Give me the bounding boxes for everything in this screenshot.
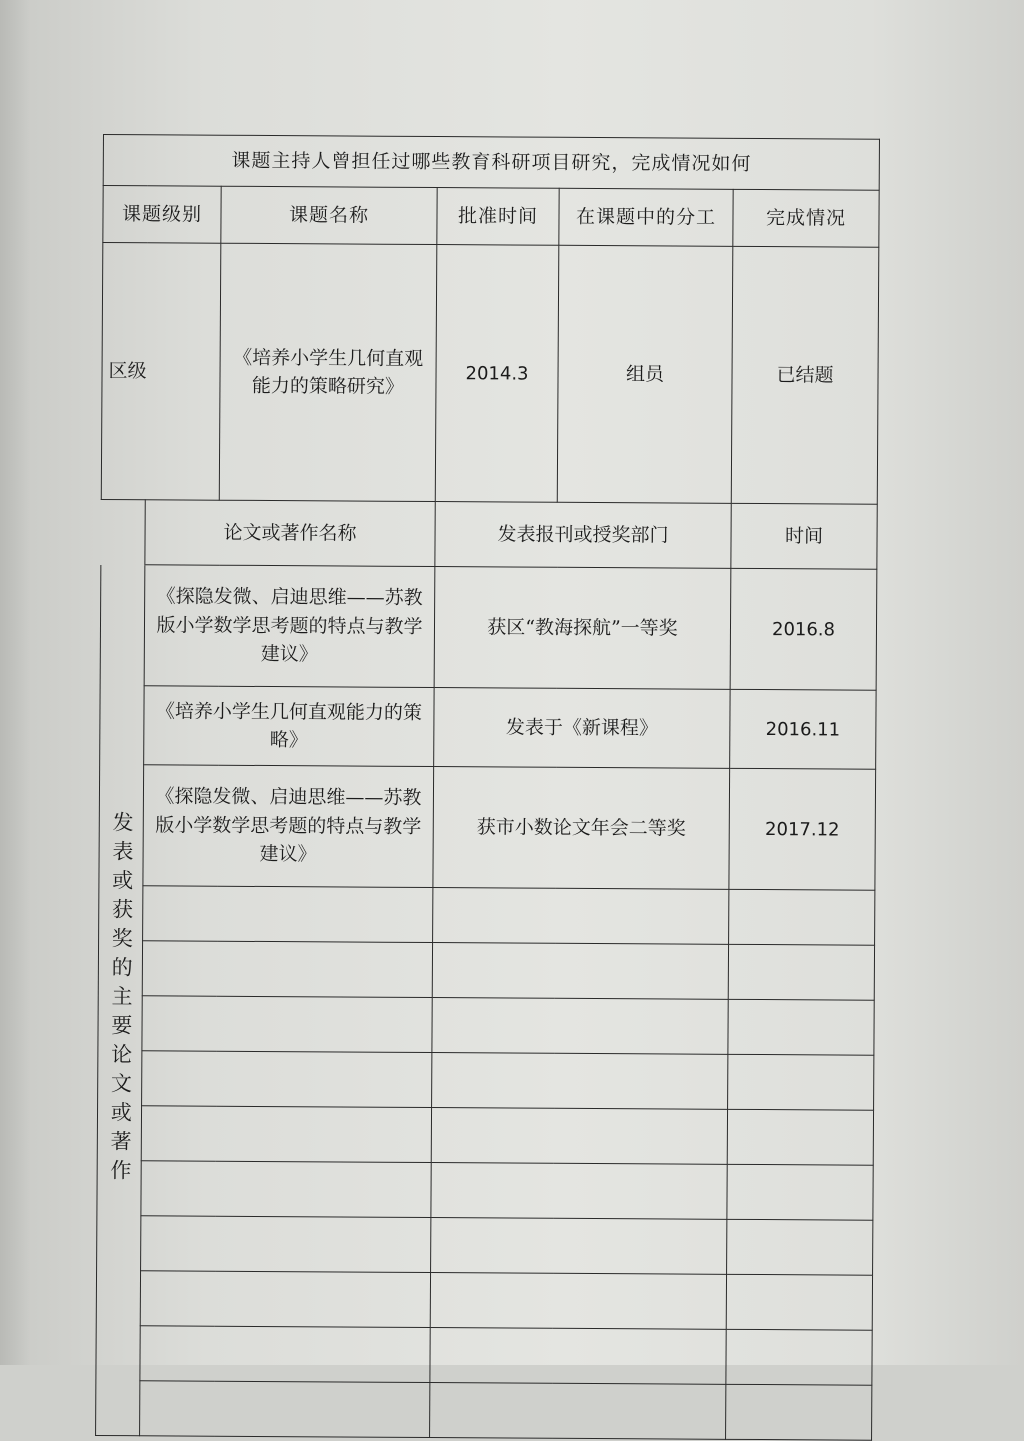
publication-row [99, 764, 876, 890]
project-row [101, 243, 879, 505]
header-date: 批准时间 [437, 188, 559, 246]
empty-row [97, 1105, 873, 1165]
publication-row [100, 685, 877, 769]
research-form-table [95, 134, 880, 1441]
header-role: 在课题中的分工 [559, 188, 733, 246]
project-date: 2014.3 [435, 245, 559, 503]
empty-row [96, 1380, 872, 1440]
empty-row [98, 940, 874, 1000]
section-label-top [101, 499, 145, 564]
pub-title: 《探隐发微、启迪思维——苏教版小学数学思考题的特点与教学建议》 [143, 765, 434, 888]
pub-venue: 获市小数论文年会二等奖 [433, 767, 730, 890]
empty-row [97, 1160, 873, 1220]
publication-row [100, 564, 877, 690]
pub-time: 2016.11 [730, 689, 877, 769]
section-label-cell [96, 564, 145, 1435]
header-level: 课题级别 [103, 186, 221, 244]
header-status: 完成情况 [733, 189, 879, 247]
pub-title: 《探隐发微、启迪思维——苏教版小学数学思考题的特点与教学建议》 [144, 565, 435, 688]
pub-time: 2016.8 [730, 568, 877, 690]
empty-row [97, 1215, 873, 1275]
pub-venue: 发表于《新课程》 [434, 688, 730, 769]
pub-venue: 获区“教海探航”一等奖 [434, 567, 731, 690]
project-status: 已结题 [731, 246, 879, 504]
header-pub-venue: 发表报刊或授奖部门 [435, 502, 731, 569]
pub-title: 《培养小学生几何直观能力的策略》 [144, 686, 434, 767]
form-title: 课题主持人曾担任过哪些教育科研项目研究，完成情况如何 [103, 135, 879, 191]
header-pub-time: 时间 [731, 503, 877, 569]
project-name: 《培养小学生几何直观能力的策略研究》 [219, 243, 437, 501]
empty-row [96, 1270, 872, 1330]
section-label: 发表或获奖的主要论文或著作 [107, 811, 135, 1189]
header-pub-title: 论文或著作名称 [145, 500, 435, 567]
project-level: 区级 [101, 243, 221, 501]
page-edge-shadow [0, 0, 30, 1365]
empty-row [98, 1050, 874, 1110]
empty-row [98, 995, 874, 1055]
empty-row [96, 1325, 872, 1385]
header-name: 课题名称 [221, 186, 437, 244]
pub-time: 2017.12 [729, 768, 876, 890]
publication-header-row [101, 499, 877, 569]
empty-row [99, 885, 875, 945]
project-role: 组员 [557, 245, 733, 503]
project-header-row [103, 186, 879, 248]
